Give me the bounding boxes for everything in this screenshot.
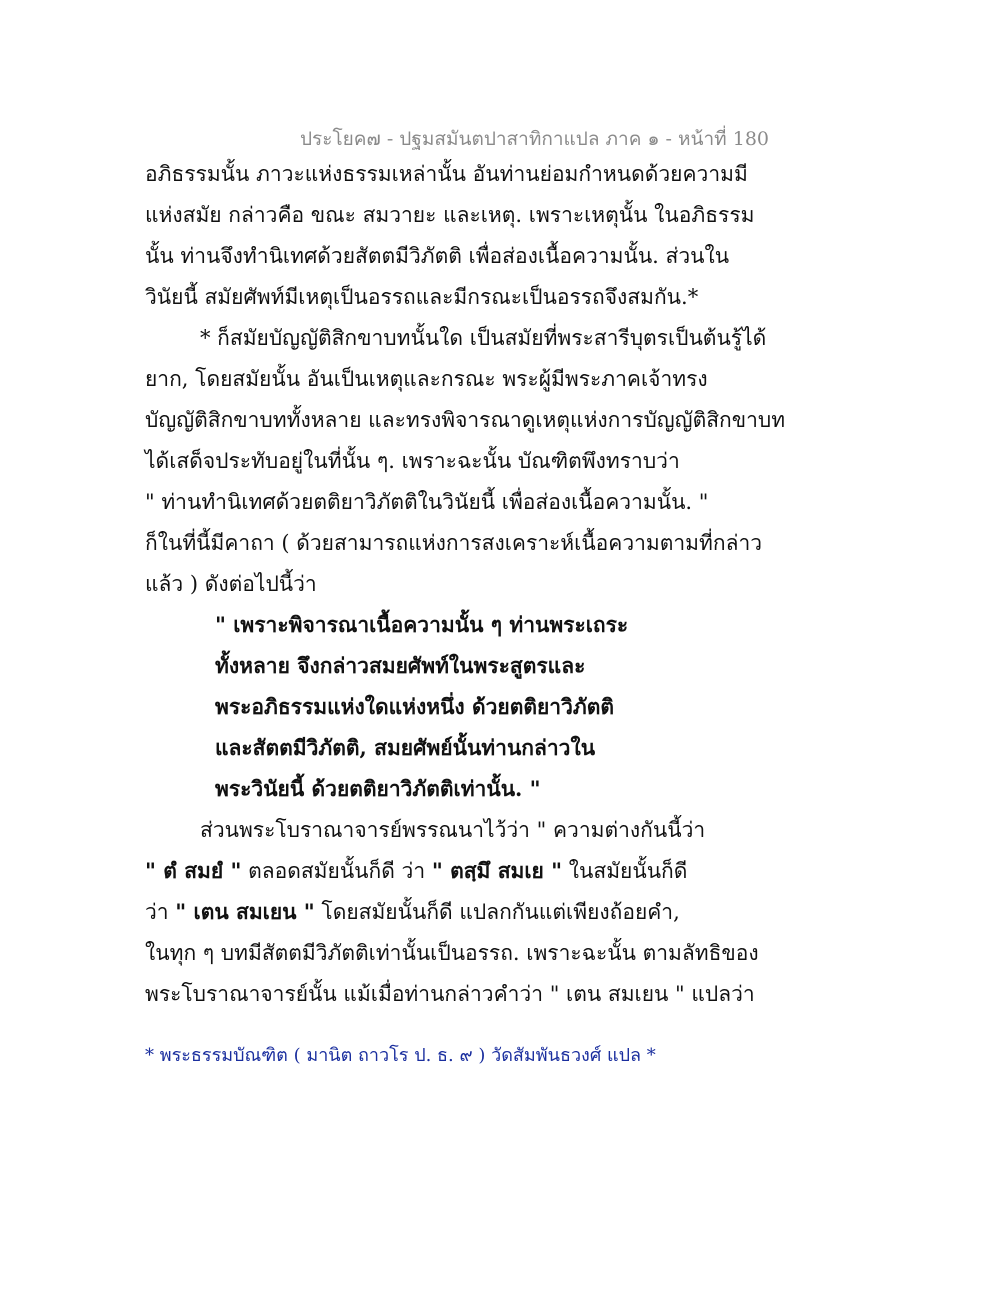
paragraph-1-line: แห่งสมัย กล่าวคือ ขณะ สมวายะ และเหตุ. เพราะเหตุนั้น ในอภิธรรม — [145, 203, 755, 227]
verse-line: และสัตตมีวิภัตติ, สมยศัพย์นั้นท่านกล่าวใน — [215, 735, 596, 760]
paragraph-3-line — [145, 857, 687, 885]
translator-footnote: * พระธรรมบัณฑิต ( มานิต ถาวโร ป. ธ. ๙ ) วัดสัมพันธวงศ์ แปล * — [145, 1045, 656, 1066]
paragraph-3-line: ส่วนพระโบราณาจารย์พรรณนาไว้ว่า " ความต่างกันนี้ว่า — [200, 818, 706, 842]
page-header: ประโยค๗ - ปฐมสมันตปาสาทิกาแปล ภาค ๑ - หน้าที่ 180 — [300, 128, 770, 150]
paragraph-2-line: " ท่านทำนิเทศด้วยตติยาวิภัตติในวินัยนี้ เพื่อส่องเนื้อความนั้น. " — [145, 490, 709, 514]
paragraph-2-line: ก็ในที่นี้มีคาถา ( ด้วยสามารถแห่งการสงเคราะห์เนื้อความตามที่กล่าว — [145, 531, 763, 555]
paragraph-2-line: * ก็สมัยบัญญัติสิกขาบทนั้นใด เป็นสมัยที่พระสารีบุตรเป็นต้นรู้ได้ — [200, 326, 767, 350]
paragraph-2-line: ยาก, โดยสมัยนั้น อันเป็นเหตุและกรณะ พระผู้มีพระภาคเจ้าทรง — [145, 367, 708, 391]
paragraph-3-line — [145, 898, 680, 926]
text-span: ว่า — [145, 900, 176, 924]
verse-line: " เพราะพิจารณาเนื้อความนั้น ๆ ท่านพระเถระ — [215, 612, 629, 637]
text-span: ในสมัยนั้นก็ดี — [562, 859, 688, 883]
paragraph-2-line: แล้ว ) ดังต่อไปนี้ว่า — [145, 572, 317, 596]
verse-line: ทั้งหลาย จึงกล่าวสมยศัพท์ในพระสูตรและ — [215, 653, 586, 678]
paragraph-2-line: ได้เสด็จประทับอยู่ในที่นั้น ๆ. เพราะฉะนั้น บัณฑิตพึงทราบว่า — [145, 449, 680, 473]
paragraph-3-line: ในทุก ๆ บทมีสัตตมีวิภัตติเท่านั้นเป็นอรรถ. เพราะฉะนั้น ตามลัทธิของ — [145, 941, 759, 965]
paragraph-3-line: พระโบราณาจารย์นั้น แม้เมื่อท่านกล่าวคำว่า " เตน สมเยน " แปลว่า — [145, 982, 755, 1006]
text-span: ตลอดสมัยนั้นก็ดี ว่า — [241, 859, 432, 883]
paragraph-1-line: นั้น ท่านจึงทำนิเทศด้วยสัตตมีวิภัตติ เพื่อส่องเนื้อความนั้น. ส่วนใน — [145, 244, 730, 268]
paragraph-1-line: อภิธรรมนั้น ภาวะแห่งธรรมเหล่านั้น อันท่านย่อมกำหนดด้วยความมี — [145, 162, 748, 186]
pali-term: " ตสฺมึ สมเย " — [431, 858, 563, 883]
verse-line: พระอภิธรรมแห่งใดแห่งหนึ่ง ด้วยตติยาวิภัตติ — [215, 694, 615, 719]
verse-line: พระวินัยนี้ ด้วยตติยาวิภัตติเท่านั้น. " — [215, 776, 541, 801]
paragraph-2-line: บัญญัติสิกขาบททั้งหลาย และทรงพิจารณาดูเหตุแห่งการบัญญัติสิกขาบท — [145, 408, 786, 432]
paragraph-1-line: วินัยนี้ สมัยศัพท์มีเหตุเป็นอรรถและมีกรณะเป็นอรรถจึงสมกัน.* — [145, 285, 699, 309]
text-span: โดยสมัยนั้นก็ดี แปลกกันแต่เพียงถ้อยคำ, — [314, 900, 680, 924]
pali-term: " ตํ สมยํ " — [145, 858, 242, 883]
pali-term: " เตน สมเยน " — [175, 899, 315, 924]
